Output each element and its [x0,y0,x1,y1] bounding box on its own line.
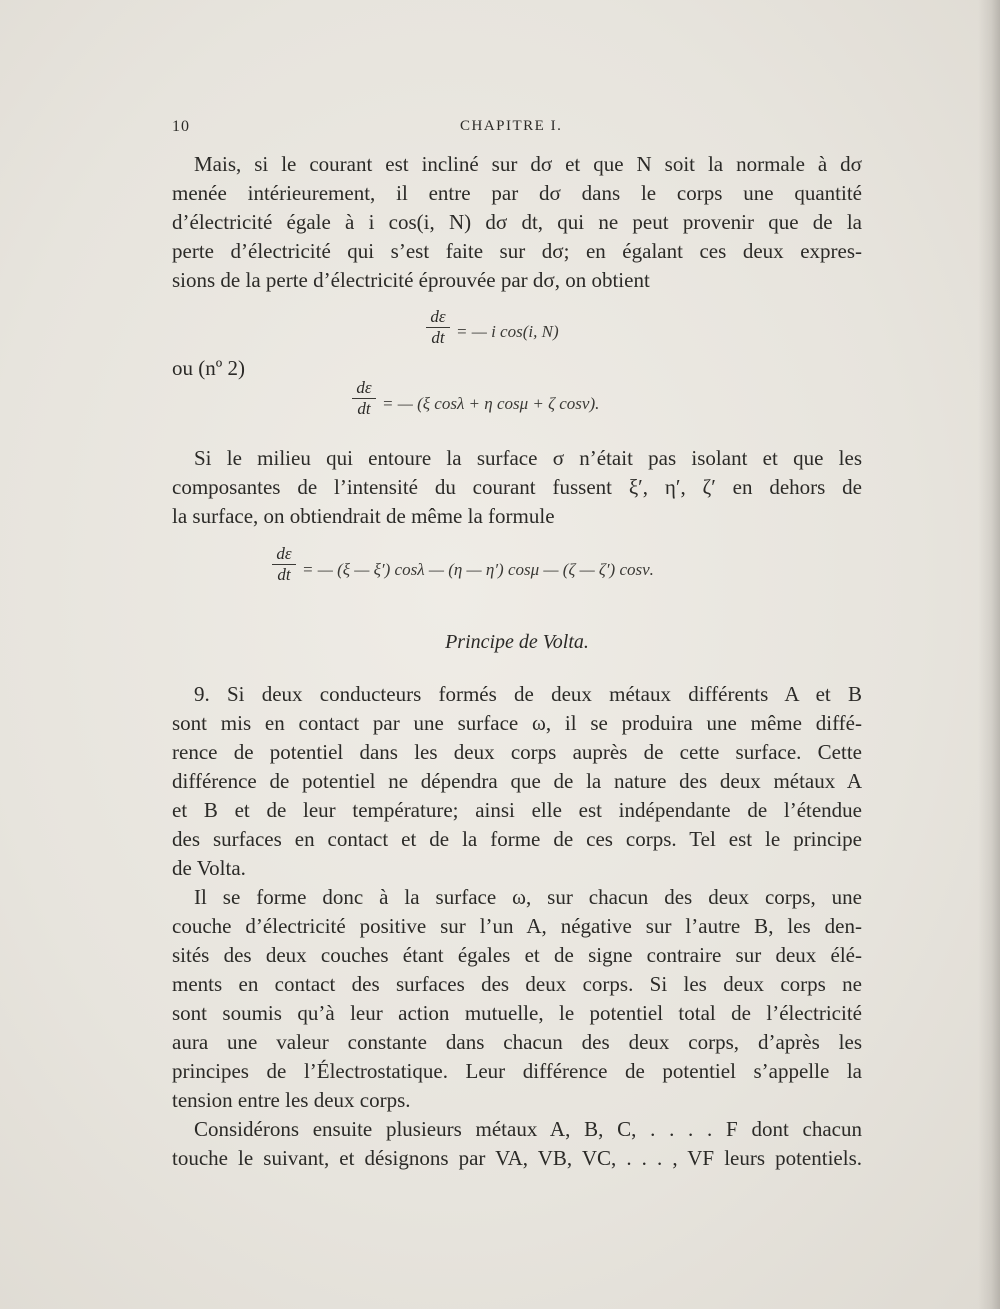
text-line: et B et de leur température; ainsi elle est indépendante de l’étendue [172,798,862,822]
text-line: sont mis en contact par une surface ω, il se produira une même diffé- [172,711,862,735]
text-line: sités des deux couches étant égales et de signe contraire sur deux élé- [172,943,862,967]
text-line: tension entre les deux corps. [172,1088,411,1112]
section-title: Principe de Volta. [445,631,589,653]
text-line: rence de potentiel dans les deux corps auprès de cette surface. Cette [172,740,862,764]
text-line: sont soumis qu’à leur action mutuelle, le potentiel total de l’électricité [172,1001,862,1025]
fraction [272,545,296,584]
text-line: d’électricité égale à i cos(i, N) dσ dt, qui ne peut provenir que de la [172,210,862,234]
text-line: aura une valeur constante dans chacun des deux corps, d’après les [172,1030,862,1054]
numerator: dε [276,544,292,563]
page-number: 10 [172,118,190,135]
text-line: Si le milieu qui entoure la surface σ n’était pas isolant et que les [194,446,862,470]
running-header [172,118,862,140]
page-gutter-shadow [978,0,1000,1309]
text-line: Considérons ensuite plusieurs métaux A, B, C, . . . . F dont chacun [194,1117,862,1141]
text-line: perte d’électricité qui s’est faite sur dσ; en égalant ces deux expres- [172,239,862,263]
fraction [352,379,376,418]
text-line: Mais, si le courant est incliné sur dσ et que N soit la normale à dσ [194,152,862,176]
text-line: la surface, on obtiendrait de même la formule [172,504,555,528]
text-line: couche d’électricité positive sur l’un A, négative sur l’autre B, les den- [172,914,862,938]
fraction [426,308,450,347]
text-line: touche le suivant, et désignons par VA, VB, VC, . . . , VF leurs potentiels. [172,1146,862,1170]
denominator: dt [357,399,371,418]
chapter-title: CHAPITRE I. [460,118,563,134]
text-line: composantes de l’intensité du courant fussent ξ′, η′, ζ′ en dehors de [172,475,862,499]
equation-rhs: = — (ξ cosλ + η cosμ + ζ cosν). [382,394,600,413]
denominator: dt [431,328,445,347]
text-line: sions de la perte d’électricité éprouvée par dσ, on obtient [172,268,650,292]
equation-label: ou (nº 2) [172,356,245,380]
text-line: menée intérieurement, il entre par dσ dans le corps une quantité [172,181,862,205]
text-line: différence de potentiel ne dépendra que de la nature des deux métaux A [172,769,862,793]
text-line: 9. Si deux conducteurs formés de deux métaux différents A et B [194,682,862,706]
numerator: dε [356,378,372,397]
text-line: Il se forme donc à la surface ω, sur chacun des deux corps, une [194,885,862,909]
equation-rhs: = — (ξ — ξ′) cosλ — (η — η′) cosμ — (ζ — ζ′) cosν. [302,560,654,579]
denominator: dt [277,565,291,584]
numerator: dε [430,307,446,326]
text-line: principes de l’Électrostatique. Leur différence de potentiel s’appelle la [172,1059,862,1083]
equation-rhs: = — i cos(i, N) [456,322,559,341]
text-line: de Volta. [172,856,246,880]
text-line: des surfaces en contact et de la forme de ces corps. Tel est le principe [172,827,862,851]
text-line: ments en contact des surfaces des deux corps. Si les deux corps ne [172,972,862,996]
